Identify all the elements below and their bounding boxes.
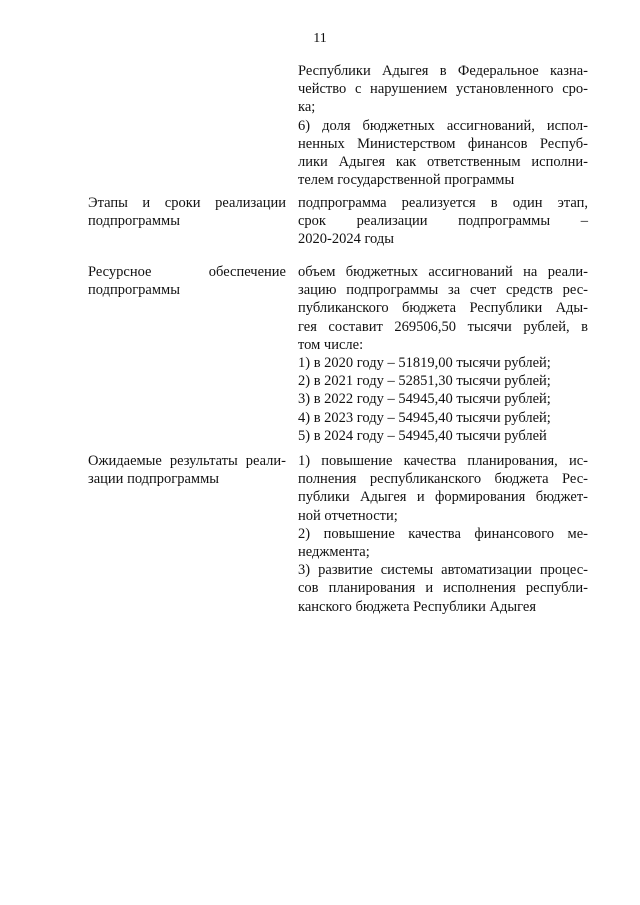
label-line: Ожидаемые результаты реали- <box>88 453 286 469</box>
text-line: телем государственной программы <box>298 172 515 189</box>
value-line: подпрограмма реализуется в один этап, <box>298 195 588 211</box>
value-line: публиканского бюджета Республики Ады- <box>298 300 588 317</box>
row-label-results <box>88 452 286 488</box>
value-line: 2020-2024 годы <box>298 231 394 248</box>
value-line: 3) в 2022 году – 54945,40 тысячи рублей; <box>298 391 551 408</box>
value-line: 1) в 2020 году – 51819,00 тысячи рублей; <box>298 355 551 372</box>
value-line: 2) повышение качества финансового ме- <box>298 525 588 542</box>
value-line: сов планирования и исполнения республи- <box>298 580 588 597</box>
value-line: 1) повышение качества планирования, ис- <box>298 453 588 469</box>
value-line: канского бюджета Республики Адыгея <box>298 598 536 615</box>
label-line: зации подпрограммы <box>88 471 220 488</box>
value-line: 3) развитие системы автоматизации процес- <box>298 562 588 579</box>
text-line: Республики Адыгея в Федеральное казна- <box>298 63 588 79</box>
text-line: чейство с нарушением установленного сро- <box>298 81 588 98</box>
label-line: подпрограммы <box>88 282 180 299</box>
value-line: полнения республиканского бюджета Рес- <box>298 471 588 488</box>
value-line: 5) в 2024 году – 54945,40 тысячи рублей <box>298 427 547 444</box>
text-line: ка; <box>298 99 316 116</box>
label-line: подпрограммы <box>88 213 180 230</box>
page-number: 11 <box>313 31 327 46</box>
value-line: 4) в 2023 году – 54945,40 тысячи рублей; <box>298 409 551 426</box>
value-line: гея составит 269506,50 тысячи рублей, в <box>298 318 588 335</box>
value-line: ной отчетности; <box>298 507 398 524</box>
label-line: Ресурсное обеспечение <box>88 264 286 280</box>
text-line: ненных Министерством финансов Респуб- <box>298 135 588 152</box>
value-line: публики Адыгея и формирования бюджет- <box>298 489 588 506</box>
value-line: срок реализации подпрограммы – <box>298 213 588 230</box>
row-label-resources <box>88 263 286 299</box>
row-value-stages <box>298 194 588 249</box>
row-value-resources <box>298 263 588 445</box>
value-line: том числе: <box>298 336 364 353</box>
value-line: неджмента; <box>298 544 370 561</box>
text-line: 6) доля бюджетных ассигнований, испол- <box>298 117 588 134</box>
value-line: объем бюджетных ассигнований на реали- <box>298 264 588 280</box>
label-line: Этапы и сроки реализации <box>88 195 286 211</box>
value-line: 2) в 2021 году – 52851,30 тысячи рублей; <box>298 373 551 390</box>
value-line: зацию подпрограммы за счет средств рес- <box>298 282 588 299</box>
row-value-results <box>298 452 588 616</box>
row-label-stages <box>88 194 286 230</box>
continuation-text <box>298 62 588 189</box>
text-line: лики Адыгея как ответственным исполни- <box>298 154 588 171</box>
